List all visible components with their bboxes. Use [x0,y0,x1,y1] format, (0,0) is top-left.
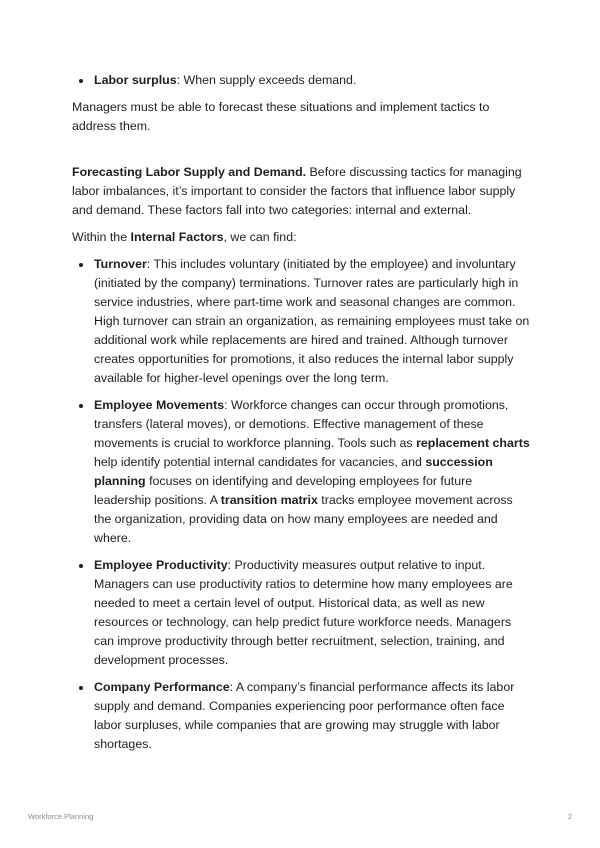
footer-title: Workforce Planning [28,812,94,821]
section-text: Before discussing tactics for managing labor imbalances, it’s important to consider the factors that influence labor supply and demand. These factors fall into two categories: internal and external. [72,165,522,217]
forecast-paragraph [72,163,532,220]
factor-text: : A company’s financial performance affects its labor supply and demand. Companies experiencing poor performance often face labor surpluses, while companies that are growing may struggle with labor shortages. [94,680,515,751]
page-content [72,71,532,754]
factor-company-performance [72,678,532,754]
internal-factors-list [72,255,532,754]
factor-term: Turnover [94,257,147,271]
page-footer [28,812,572,821]
factor-term: Employee Productivity [94,558,228,572]
section-heading: Forecasting Labor Supply and Demand. [72,165,307,179]
factor-text: tracks employee movement across the organization, providing data on how many employees are needed and where. [94,493,513,545]
factor-keyword: replacement charts [416,436,530,450]
factor-turnover [72,255,532,388]
factor-text: : Productivity measures output relative to input. Managers can use productivity ratios to determine how many employees are needed to meet a certain level of output. Historical data, as well as new resources or technology, can help predict future workforce needs. Managers can improve productivity through better recruitment, selection, training, and development processes. [94,558,513,667]
factor-employee-productivity [72,556,532,670]
factor-employee-movements [72,396,532,548]
factor-term: Employee Movements [94,398,225,412]
bullet-text: : When supply exceeds demand. [176,73,357,87]
intro-paragraph: Managers must be able to forecast these situations and implement tactics to address them. [72,100,490,133]
factor-keyword: succession planning [94,455,493,488]
factor-keyword: transition matrix [220,493,318,507]
factor-term: Company Performance [94,680,230,694]
factor-text: : Workforce changes can occur through promotions, transfers (lateral moves), or demotions. Effective management of these movements is crucial to workforce planning. Tools such as [94,398,509,450]
factor-text: focuses on identifying and developing employees for future leadership positions. A [94,474,473,507]
list-item [72,71,532,90]
factor-text: : This includes voluntary (initiated by the employee) and involuntary (initiated by the company) terminations. Turnover rates are particularly high in service industries, where part-time work and seasonal changes are common. High turnover can strain an organization, as remaining employees must take on additional work while replacements are hired and trained. Although turnover creates opportunities for promotions, it also reduces the internal labor supply available for higher-level openings over the long term. [94,257,530,385]
top-bullet-list [72,71,532,90]
factor-text: help identify potential internal candidates for vacancies, and [94,455,426,469]
intro-text: Within the [72,230,131,244]
intro-text: , we can find: [223,230,297,244]
internal-factors-term: Internal Factors [130,230,224,244]
internal-factors-intro [72,228,532,247]
bullet-term: Labor surplus [94,73,177,87]
page-number: 2 [567,812,572,821]
